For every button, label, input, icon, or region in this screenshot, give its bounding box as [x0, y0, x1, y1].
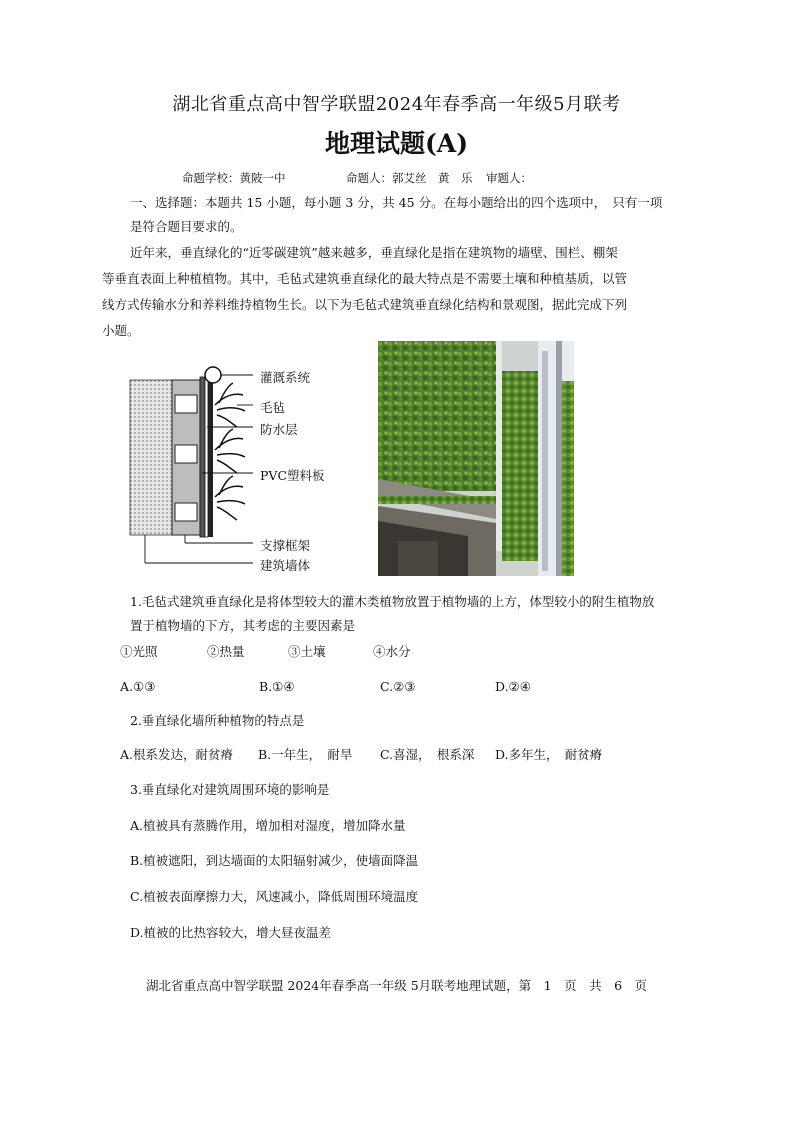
label-support-frame: 支撑框架: [260, 538, 311, 553]
q1-factor-4: ④水分: [373, 644, 411, 659]
q1-option-b[interactable]: B.①④: [259, 679, 295, 694]
waterproof-layer-shape: [205, 377, 208, 537]
felt-layer-shape: [208, 377, 213, 537]
passage-line-2: 等垂直表面上种植植物。其中，毛毡式建筑垂直绿化的最大特点是不需要土壤和种植基质，以管: [102, 271, 628, 286]
q3-option-d[interactable]: D.植被的比热容较大，增大昼夜温差: [130, 925, 332, 940]
plant-middle: [215, 429, 245, 473]
q1-factor-1: ①光照: [120, 644, 158, 659]
label-building-wall: 建筑墙体: [260, 558, 311, 573]
instructions-line-1: 一、选择题：本题共 15 小题，每小题 3 分，共 45 分。在每小题给出的四个选项中， 只有一项: [130, 195, 663, 210]
green-wall-photo: [378, 341, 574, 576]
credits-author: 命题人：郭艾丝 黄 乐: [346, 171, 473, 185]
q2-option-d[interactable]: D.多年生， 耐贫瘠: [495, 747, 603, 762]
instructions-line-2: 是符合题目要求的。: [130, 219, 243, 234]
q3-stem: 3.垂直绿化对建筑周围环境的影响是: [130, 782, 330, 797]
pvc-board-shape: [200, 377, 205, 537]
q1-option-d[interactable]: D.②④: [495, 679, 531, 694]
q3-option-a[interactable]: A.植被具有蒸腾作用，增加相对湿度，增加降水量: [130, 818, 406, 833]
q1-option-a[interactable]: A.①③: [120, 679, 156, 694]
q3-option-b[interactable]: B.植被遮阳，到达墙面的太阳辐射减少，使墙面降温: [130, 853, 419, 868]
felt-wall-structure-diagram: [125, 355, 355, 580]
passage-line-3: 线方式传输水分和养料维持植物生长。以下为毛毡式建筑垂直绿化结构和景观图，据此完成下列: [102, 297, 628, 312]
q2-option-b[interactable]: B.一年生， 耐旱: [258, 747, 353, 762]
credits-reviewer: 审题人：: [486, 171, 532, 185]
plant-bottom: [215, 476, 245, 520]
irrigation-pipe-shape: [205, 367, 221, 383]
q1-stem-line-1: 1.毛毡式建筑垂直绿化是将体型较大的灌木类植物放置于植物墙的上方，体型较小的附生植物放: [130, 594, 655, 609]
label-pvc-board: PVC塑料板: [260, 468, 325, 483]
green-wall-photo-svg: [378, 341, 574, 576]
passage-line-4: 小题。: [102, 323, 140, 338]
exam-title: 湖北省重点高中智学联盟2024年春季高一年级5月联考: [172, 94, 621, 115]
q1-option-c[interactable]: C.②③: [380, 679, 416, 694]
label-irrigation-system: 灌溉系统: [260, 370, 311, 385]
q2-option-a[interactable]: A.根系发达，耐贫瘠: [120, 747, 234, 762]
q2-stem: 2.垂直绿化墙所种植物的特点是: [130, 713, 305, 728]
label-felt: 毛毡: [260, 400, 286, 415]
page-footer: 湖北省重点高中智学联盟 2024年春季高一年级 5月联考地理试题，第 1 页 共 6 页: [145, 978, 648, 993]
q2-option-c[interactable]: C.喜湿， 根系深: [380, 747, 475, 762]
q1-factor-3: ③土壤: [288, 644, 326, 659]
building-wall-shape: [130, 380, 172, 535]
q1-stem-line-2: 置于植物墙的下方，其考虑的主要因素是: [130, 618, 356, 633]
q3-option-c[interactable]: C.植被表面摩擦力大，风速减小，降低周围环境温度: [130, 889, 419, 904]
label-waterproof-layer: 防水层: [260, 422, 298, 437]
credits-school: 命题学校：黄陂一中: [182, 171, 286, 185]
q1-factor-2: ②热量: [207, 644, 245, 659]
passage-line-1: 近年来，垂直绿化的“近零碳建筑”越来越多，垂直绿化是指在建筑物的墙壁、围栏、棚架: [130, 245, 618, 260]
subject-title: 地理试题(A): [324, 129, 469, 158]
